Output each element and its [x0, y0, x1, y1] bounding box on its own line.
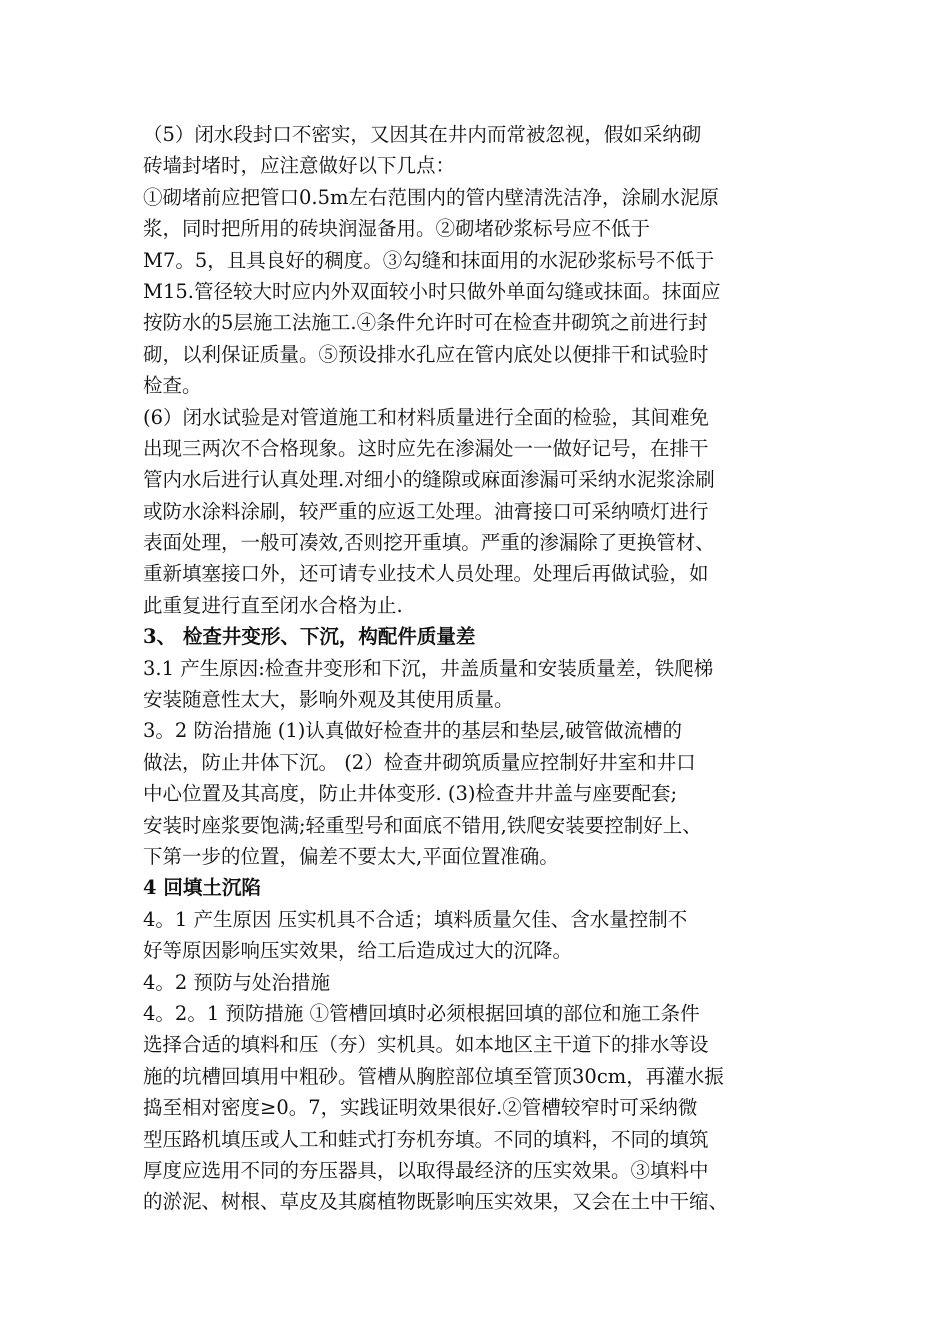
paragraph-line: 砌，以利保证质量。⑤预设排水孔应在管内底处以便排干和试验时 [143, 342, 709, 366]
paragraph-line: 型压路机填压或人工和蛙式打夯机夯填。不同的填料，不同的填筑 [143, 1127, 709, 1151]
paragraph-line: 厚度应选用不同的夯压器具，以取得最经济的压实效果。③填料中 [143, 1158, 709, 1182]
paragraph-line: 安装时座浆要饱满;轻重型号和面底不错用,铁爬安装要控制好上、 [143, 813, 702, 837]
paragraph-line: 重新填塞接口外，还可请专业技术人员处理。处理后再做试验，如 [143, 562, 709, 586]
paragraph-line: 安装随意性太大，影响外观及其使用质量。 [143, 688, 514, 712]
paragraph-line: 4。1 产生原因 压实机具不合适；填料质量欠佳、含水量控制不 [143, 907, 688, 931]
paragraph-line: （5）闭水段封口不密实，又因其在井内而常被忽视，假如采纳砌 [143, 123, 702, 146]
paragraph-line: 选择合适的填料和压（夯）实机具。如本地区主干道下的排水等设 [143, 1033, 709, 1057]
paragraph-line: 4。2。1 预防措施 ①管槽回填时必须根据回填的部位和施工条件 [143, 1001, 700, 1025]
paragraph-line: 浆，同时把所用的砖块润湿备用。②砌堵砂浆标号应不低于 [143, 217, 651, 241]
paragraph-line: 检查。 [143, 374, 202, 398]
paragraph-line: 按防水的5层施工法施工.④条件允许时可在检查井砌筑之前进行封 [143, 311, 708, 335]
section-heading: 3、 检查井变形、下沉，构配件质量差 [143, 625, 476, 649]
paragraph-line: 下第一步的位置，偏差不要太大,平面位置准确。 [143, 844, 559, 868]
paragraph-line: 好等原因影响压实效果，给工后造成过大的沉降。 [143, 939, 573, 963]
paragraph-line: 3.1 产生原因:检查井变形和下沉，井盖质量和安装质量差，铁爬梯 [143, 656, 714, 680]
paragraph-line: 捣至相对密度≥0。7，实践证明效果很好.②管槽较窄时可采纳微 [143, 1096, 698, 1120]
paragraph-line: 或防水涂料涂刷，较严重的应返工处理。油膏接口可采纳喷灯进行 [143, 499, 709, 523]
paragraph-line: ①砌堵前应把管口0.5m左右范围内的管内壁清洗洁净，涂刷水泥原 [143, 185, 720, 209]
paragraph-line: M15.管径较大时应内外双面较小时只做外单面勾缝或抹面。抹面应 [143, 279, 721, 303]
document-body [143, 119, 813, 1218]
subsection-heading: 4。2 预防与处治措施 [143, 970, 331, 994]
paragraph-line: M7。5，且具良好的稠度。③勾缝和抹面用的水泥砂浆标号不低于 [143, 248, 715, 272]
paragraph-line: 砖墙封堵时，应注意做好以下几点： [143, 154, 456, 178]
paragraph-line: 做法，防止井体下沉。 (2）检查井砌筑质量应控制好井室和井口 [143, 750, 696, 774]
paragraph-line: 表面处理，一般可凑效,否则挖开重填。严重的渗漏除了更换管材、 [143, 531, 715, 555]
paragraph-line: 出现三两次不合格现象。这时应先在渗漏处一一做好记号，在排干 [143, 436, 709, 460]
paragraph-line: 此重复进行直至闭水合格为止. [143, 593, 403, 617]
paragraph-line: 施的坑槽回填用中粗砂。管槽从胸腔部位填至管顶30cm，再灌水振 [143, 1064, 724, 1088]
paragraph-line: 的淤泥、树根、草皮及其腐植物既影响压实效果，又会在土中干缩、 [143, 1190, 729, 1214]
section-heading: 4 回填土沉陷 [143, 876, 261, 900]
paragraph-line: 3。2 防治措施 (1)认真做好检查井的基层和垫层,破管做流槽的 [143, 719, 683, 743]
paragraph-line: (6）闭水试验是对管道施工和材料质量进行全面的检验，其间难免 [143, 405, 710, 429]
paragraph-line: 管内水后进行认真处理.对细小的缝隙或麻面渗漏可采纳水泥浆涂刷 [143, 468, 715, 492]
paragraph-line: 中心位置及其高度，防止井体变形. (3)检查井井盖与座要配套; [143, 782, 678, 806]
